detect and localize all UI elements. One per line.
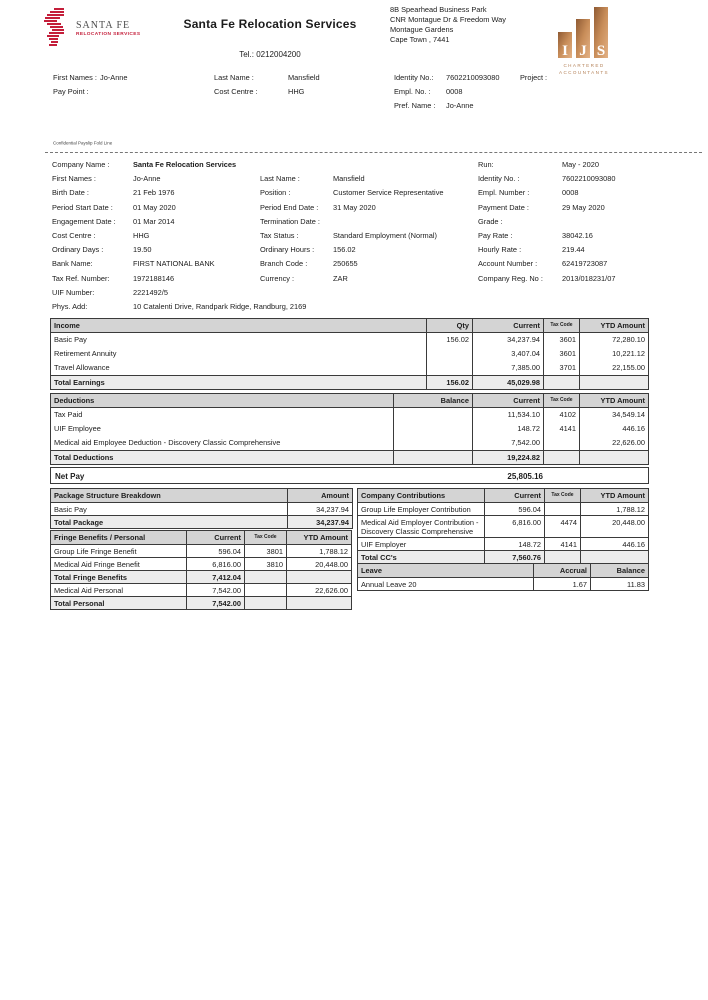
cell: 4141 (543, 422, 579, 436)
total-value: 34,237.94 (287, 516, 352, 528)
income-table (50, 318, 649, 390)
cc-row (358, 538, 648, 551)
column-header: Accrual (533, 564, 590, 577)
svg-text:S: S (596, 43, 606, 59)
field-value: 19.50 (133, 245, 152, 255)
income-row (51, 347, 648, 361)
total-label: Total Fringe Benefits (54, 572, 127, 582)
field-value: Customer Service Representative (333, 188, 444, 198)
details-row (52, 203, 692, 217)
deductions-total-row (51, 450, 648, 464)
cell (244, 584, 286, 596)
document-title: Santa Fe Relocation Services (183, 17, 357, 31)
column-header-tax-code: Tax Code (544, 489, 580, 502)
field-label: Period End Date : (260, 202, 319, 212)
column-header: Deductions (54, 396, 95, 405)
total-value: 45,029.98 (472, 376, 543, 389)
employee-header-row (53, 87, 693, 101)
svg-text:I: I (562, 43, 568, 59)
total-label: Total Personal (54, 598, 105, 608)
cell: 4102 (543, 408, 579, 422)
address-line-1: 8B Spearhead Business Park (390, 5, 487, 14)
field-value: 21 Feb 1976 (133, 188, 175, 198)
fringe-benefits-table (50, 530, 352, 610)
field-label: Phys. Add: (52, 301, 88, 311)
field-value: 7602210093080 (446, 73, 500, 82)
cell: UIF Employee (54, 423, 101, 433)
field-value (333, 217, 478, 231)
field-value: 2221492/5 (133, 287, 168, 297)
field-value: 156.02 (333, 245, 356, 255)
address-line-4: Cape Town , 7441 (390, 35, 450, 44)
fold-dashed-line (45, 152, 702, 153)
cell: Group Life Fringe Benefit (54, 546, 137, 556)
net-pay-value: 25,805.16 (507, 472, 543, 481)
cell (426, 347, 472, 361)
column-header: YTD Amount (579, 394, 648, 407)
horse-stripes-icon (44, 8, 70, 48)
column-header: Balance (393, 394, 472, 407)
cc-row (358, 516, 648, 538)
total-value: 7,560.76 (484, 551, 544, 563)
ijs-subtext-chartered: CHARTERED (563, 63, 605, 68)
field-label: Pay Rate : (478, 230, 513, 240)
field-value: Standard Employment (Normal) (333, 230, 437, 240)
cell: 596.04 (484, 503, 544, 515)
employee-header-block (53, 73, 693, 115)
details-row (52, 174, 692, 188)
cell (393, 436, 472, 450)
deductions-row (51, 436, 648, 450)
total-value: 19,224.82 (472, 451, 543, 464)
column-header: Leave (361, 566, 382, 575)
cc-total-row (358, 551, 648, 563)
field-label: Last Name : (214, 73, 254, 82)
field-label: Empl. No. : (394, 87, 431, 96)
income-row (51, 333, 648, 347)
personal-total-row (51, 597, 351, 609)
package-header-row (51, 489, 352, 503)
cell: Medical Aid Personal (54, 585, 124, 595)
field-label: Identity No.: (394, 73, 434, 82)
field-value: Jo-Anne (100, 73, 128, 82)
field-value: 31 May 2020 (333, 202, 376, 212)
leave-table (357, 563, 649, 591)
field-label: Hourly Rate : (478, 245, 522, 255)
field-value: 1972188146 (133, 273, 175, 283)
field-label: Currency : (260, 273, 295, 283)
column-header: Current (484, 489, 544, 502)
address-line-2: CNR Montague Dr & Freedom Way (390, 15, 506, 24)
details-row (52, 288, 692, 302)
company-name-value: Santa Fe Relocation Services (133, 160, 237, 169)
deductions-header-row (51, 394, 648, 408)
details-row (52, 302, 692, 316)
field-value: 01 Mar 2014 (133, 216, 175, 226)
cell: 446.16 (579, 422, 648, 436)
field-label: First Names : (53, 73, 97, 82)
deductions-row (51, 422, 648, 436)
field-value: FIRST NATIONAL BANK (133, 259, 215, 269)
cell: 148.72 (484, 538, 544, 550)
total-value: 156.02 (426, 376, 472, 389)
leave-row (358, 578, 648, 590)
field-label: Empl. Number : (478, 188, 530, 198)
leave-header-row (358, 564, 648, 578)
cell: 34,237.94 (287, 503, 352, 515)
cell: Medical Aid Employer Contribution - Discovery Classic Comprehensive (361, 517, 479, 536)
column-header: Current (472, 394, 543, 407)
package-row (51, 503, 352, 516)
field-label: UIF Number: (52, 287, 95, 297)
field-label: Branch Code : (260, 259, 308, 269)
column-header: YTD Amount (580, 489, 648, 502)
cell: Medical aid Employee Deduction - Discovery Classic Comprehensive (54, 437, 281, 447)
field-label: Last Name : (260, 174, 300, 184)
field-label: Birth Date : (52, 188, 89, 198)
total-label: Total Package (54, 517, 104, 527)
column-header: Amount (287, 489, 352, 502)
details-row (52, 259, 692, 273)
cell: 20,448.00 (580, 516, 648, 537)
cell (543, 436, 579, 450)
svg-text:J: J (579, 43, 587, 59)
column-header: Current (186, 531, 244, 544)
field-label: Period Start Date : (52, 202, 113, 212)
field-label: Account Number : (478, 259, 538, 269)
field-label: Payment Date : (478, 202, 529, 212)
field-value: HHG (133, 230, 150, 240)
field-label: Termination Date : (260, 216, 320, 226)
cc-row (358, 503, 648, 516)
cell (393, 422, 472, 436)
payslip-details-block (52, 160, 692, 316)
field-value (100, 87, 214, 101)
fringe-header-row (51, 531, 351, 545)
field-label: Run: (478, 160, 494, 169)
total-label: Total Deductions (54, 452, 114, 462)
cell (393, 408, 472, 422)
package-total-row (51, 516, 352, 528)
column-header: Company Contributions (361, 491, 446, 500)
field-value: 0008 (446, 87, 463, 96)
details-row (52, 231, 692, 245)
details-row (52, 274, 692, 288)
net-pay-bar (50, 467, 649, 484)
field-label: Ordinary Hours : (260, 245, 315, 255)
fringe-row (51, 545, 351, 558)
field-value (562, 217, 650, 231)
field-value: 38042.16 (562, 230, 593, 240)
cell: 6,816.00 (484, 516, 544, 537)
field-label: Pref. Name : (394, 101, 436, 110)
employee-header-row (53, 101, 693, 115)
column-header: YTD Amount (286, 531, 351, 544)
column-header: Income (54, 321, 80, 330)
cell: Travel Allowance (54, 362, 110, 372)
package-structure-table (50, 488, 353, 529)
cell: Medical Aid Fringe Benefit (54, 559, 140, 569)
cell: Basic Pay (54, 334, 87, 344)
field-label: Grade : (478, 216, 503, 226)
cell: 72,280.10 (579, 333, 648, 347)
field-value: 01 May 2020 (133, 202, 176, 212)
employee-header-row (53, 73, 693, 87)
column-header: YTD Amount (579, 319, 648, 332)
cell: 3,407.04 (472, 347, 543, 361)
cell: Annual Leave 20 (361, 579, 417, 589)
details-row (52, 245, 692, 259)
field-label: Bank Name: (52, 259, 93, 269)
field-value: HHG (288, 87, 305, 96)
column-header-tax-code: Tax Code (244, 531, 286, 544)
cell: 1,788.12 (286, 545, 351, 557)
field-value: Jo-Anne (133, 174, 161, 184)
cell: 3601 (543, 333, 579, 347)
field-value: 29 May 2020 (562, 202, 605, 212)
cell: 22,626.00 (286, 584, 351, 596)
company-address (390, 5, 506, 45)
column-header: Fringe Benefits / Personal (54, 533, 146, 542)
cell: 34,237.94 (472, 333, 543, 347)
santa-fe-brand-subtext: RELOCATION SERVICES (76, 31, 141, 37)
cell: 1.67 (533, 578, 590, 590)
santa-fe-brand-text: SANTA FE (76, 19, 131, 31)
cell: 7,385.00 (472, 361, 543, 375)
cell: 22,155.00 (579, 361, 648, 375)
field-value: 2013/018231/07 (562, 273, 616, 283)
details-row (52, 188, 692, 202)
column-header: Balance (590, 564, 648, 577)
cell: 3601 (543, 347, 579, 361)
cc-header-row (358, 489, 648, 503)
total-label: Total CC's (361, 552, 397, 562)
ijs-logo (552, 6, 616, 75)
income-row (51, 361, 648, 375)
cell: 10,221.12 (579, 347, 648, 361)
cell: 6,816.00 (186, 558, 244, 570)
field-value: 0008 (562, 188, 579, 198)
cell: 148.72 (472, 422, 543, 436)
column-header: Qty (426, 319, 472, 332)
cell: 22,626.00 (579, 436, 648, 450)
field-value: 10 Catalenti Drive, Randpark Ridge, Randburg, 2169 (133, 301, 307, 311)
net-pay-label: Net Pay (55, 472, 85, 481)
field-value: May - 2020 (562, 160, 599, 169)
cell: 20,448.00 (286, 558, 351, 570)
cell: UIF Employer (361, 539, 407, 549)
total-value: 7,412.04 (186, 571, 244, 583)
field-label: Tax Status : (260, 230, 299, 240)
details-row (52, 160, 692, 174)
field-value: ZAR (333, 273, 348, 283)
cell: 7,542.00 (186, 584, 244, 596)
field-value: Mansfield (288, 73, 320, 82)
telephone-line: Tel.: 0212004200 (239, 50, 301, 59)
cell: 3810 (244, 558, 286, 570)
field-label: Cost Centre : (52, 230, 96, 240)
fringe-row (51, 558, 351, 571)
field-label: Company Name : (52, 160, 110, 169)
field-label: First Names : (52, 174, 96, 184)
cell: 596.04 (186, 545, 244, 557)
cell (544, 503, 580, 515)
field-value: 62419723087 (562, 259, 608, 269)
field-value: 219.44 (562, 245, 585, 255)
cell: 34,549.14 (579, 408, 648, 422)
field-value: 7602210093080 (562, 174, 616, 184)
field-label: Project : (520, 73, 548, 82)
ijs-bars-icon (557, 6, 611, 60)
personal-row (51, 584, 351, 597)
field-label: Position : (260, 188, 291, 198)
cell: 7,542.00 (472, 436, 543, 450)
cell: 11,534.10 (472, 408, 543, 422)
column-header-tax-code: Tax Code (543, 394, 579, 407)
address-line-3: Montague Gardens (390, 25, 454, 34)
details-row (52, 217, 692, 231)
field-value: Jo-Anne (446, 101, 474, 110)
cell: 156.02 (426, 333, 472, 347)
cell (426, 361, 472, 375)
column-header: Package Structure Breakdown (54, 491, 161, 500)
field-label: Pay Point : (53, 87, 89, 96)
cell: 4474 (544, 516, 580, 537)
total-label: Total Earnings (54, 377, 105, 387)
cell: 11.83 (590, 578, 648, 590)
field-label: Tax Ref. Number: (52, 273, 110, 283)
income-total-row (51, 375, 648, 389)
fringe-total-row (51, 571, 351, 584)
cell: Retirement Annuity (54, 348, 117, 358)
confidential-fold-note: Confidential Payslip Fold Line (53, 141, 113, 147)
deductions-table (50, 393, 649, 465)
ijs-subtext-accountants: ACCOUNTANTS (558, 69, 610, 75)
deductions-row (51, 408, 648, 422)
column-header-tax-code: Tax Code (543, 319, 579, 332)
cell: 3801 (244, 545, 286, 557)
cell: Tax Paid (54, 409, 83, 419)
field-label: Identity No. : (478, 174, 520, 184)
field-value: Mansfield (333, 174, 365, 184)
cell: 4141 (544, 538, 580, 550)
field-value: 250655 (333, 259, 358, 269)
cell: Basic Pay (54, 504, 87, 514)
cell: 1,788.12 (580, 503, 648, 515)
field-label: Cost Centre : (214, 87, 258, 96)
field-label: Company Reg. No : (478, 273, 543, 283)
column-header: Current (472, 319, 543, 332)
field-label: Ordinary Days : (52, 245, 104, 255)
cell: 446.16 (580, 538, 648, 550)
company-contributions-table (357, 488, 649, 564)
field-label: Engagement Date : (52, 216, 116, 226)
total-value: 7,542.00 (186, 597, 244, 609)
cell: Group Life Employer Contribution (361, 504, 471, 514)
cell: 3701 (543, 361, 579, 375)
income-header-row (51, 319, 648, 333)
